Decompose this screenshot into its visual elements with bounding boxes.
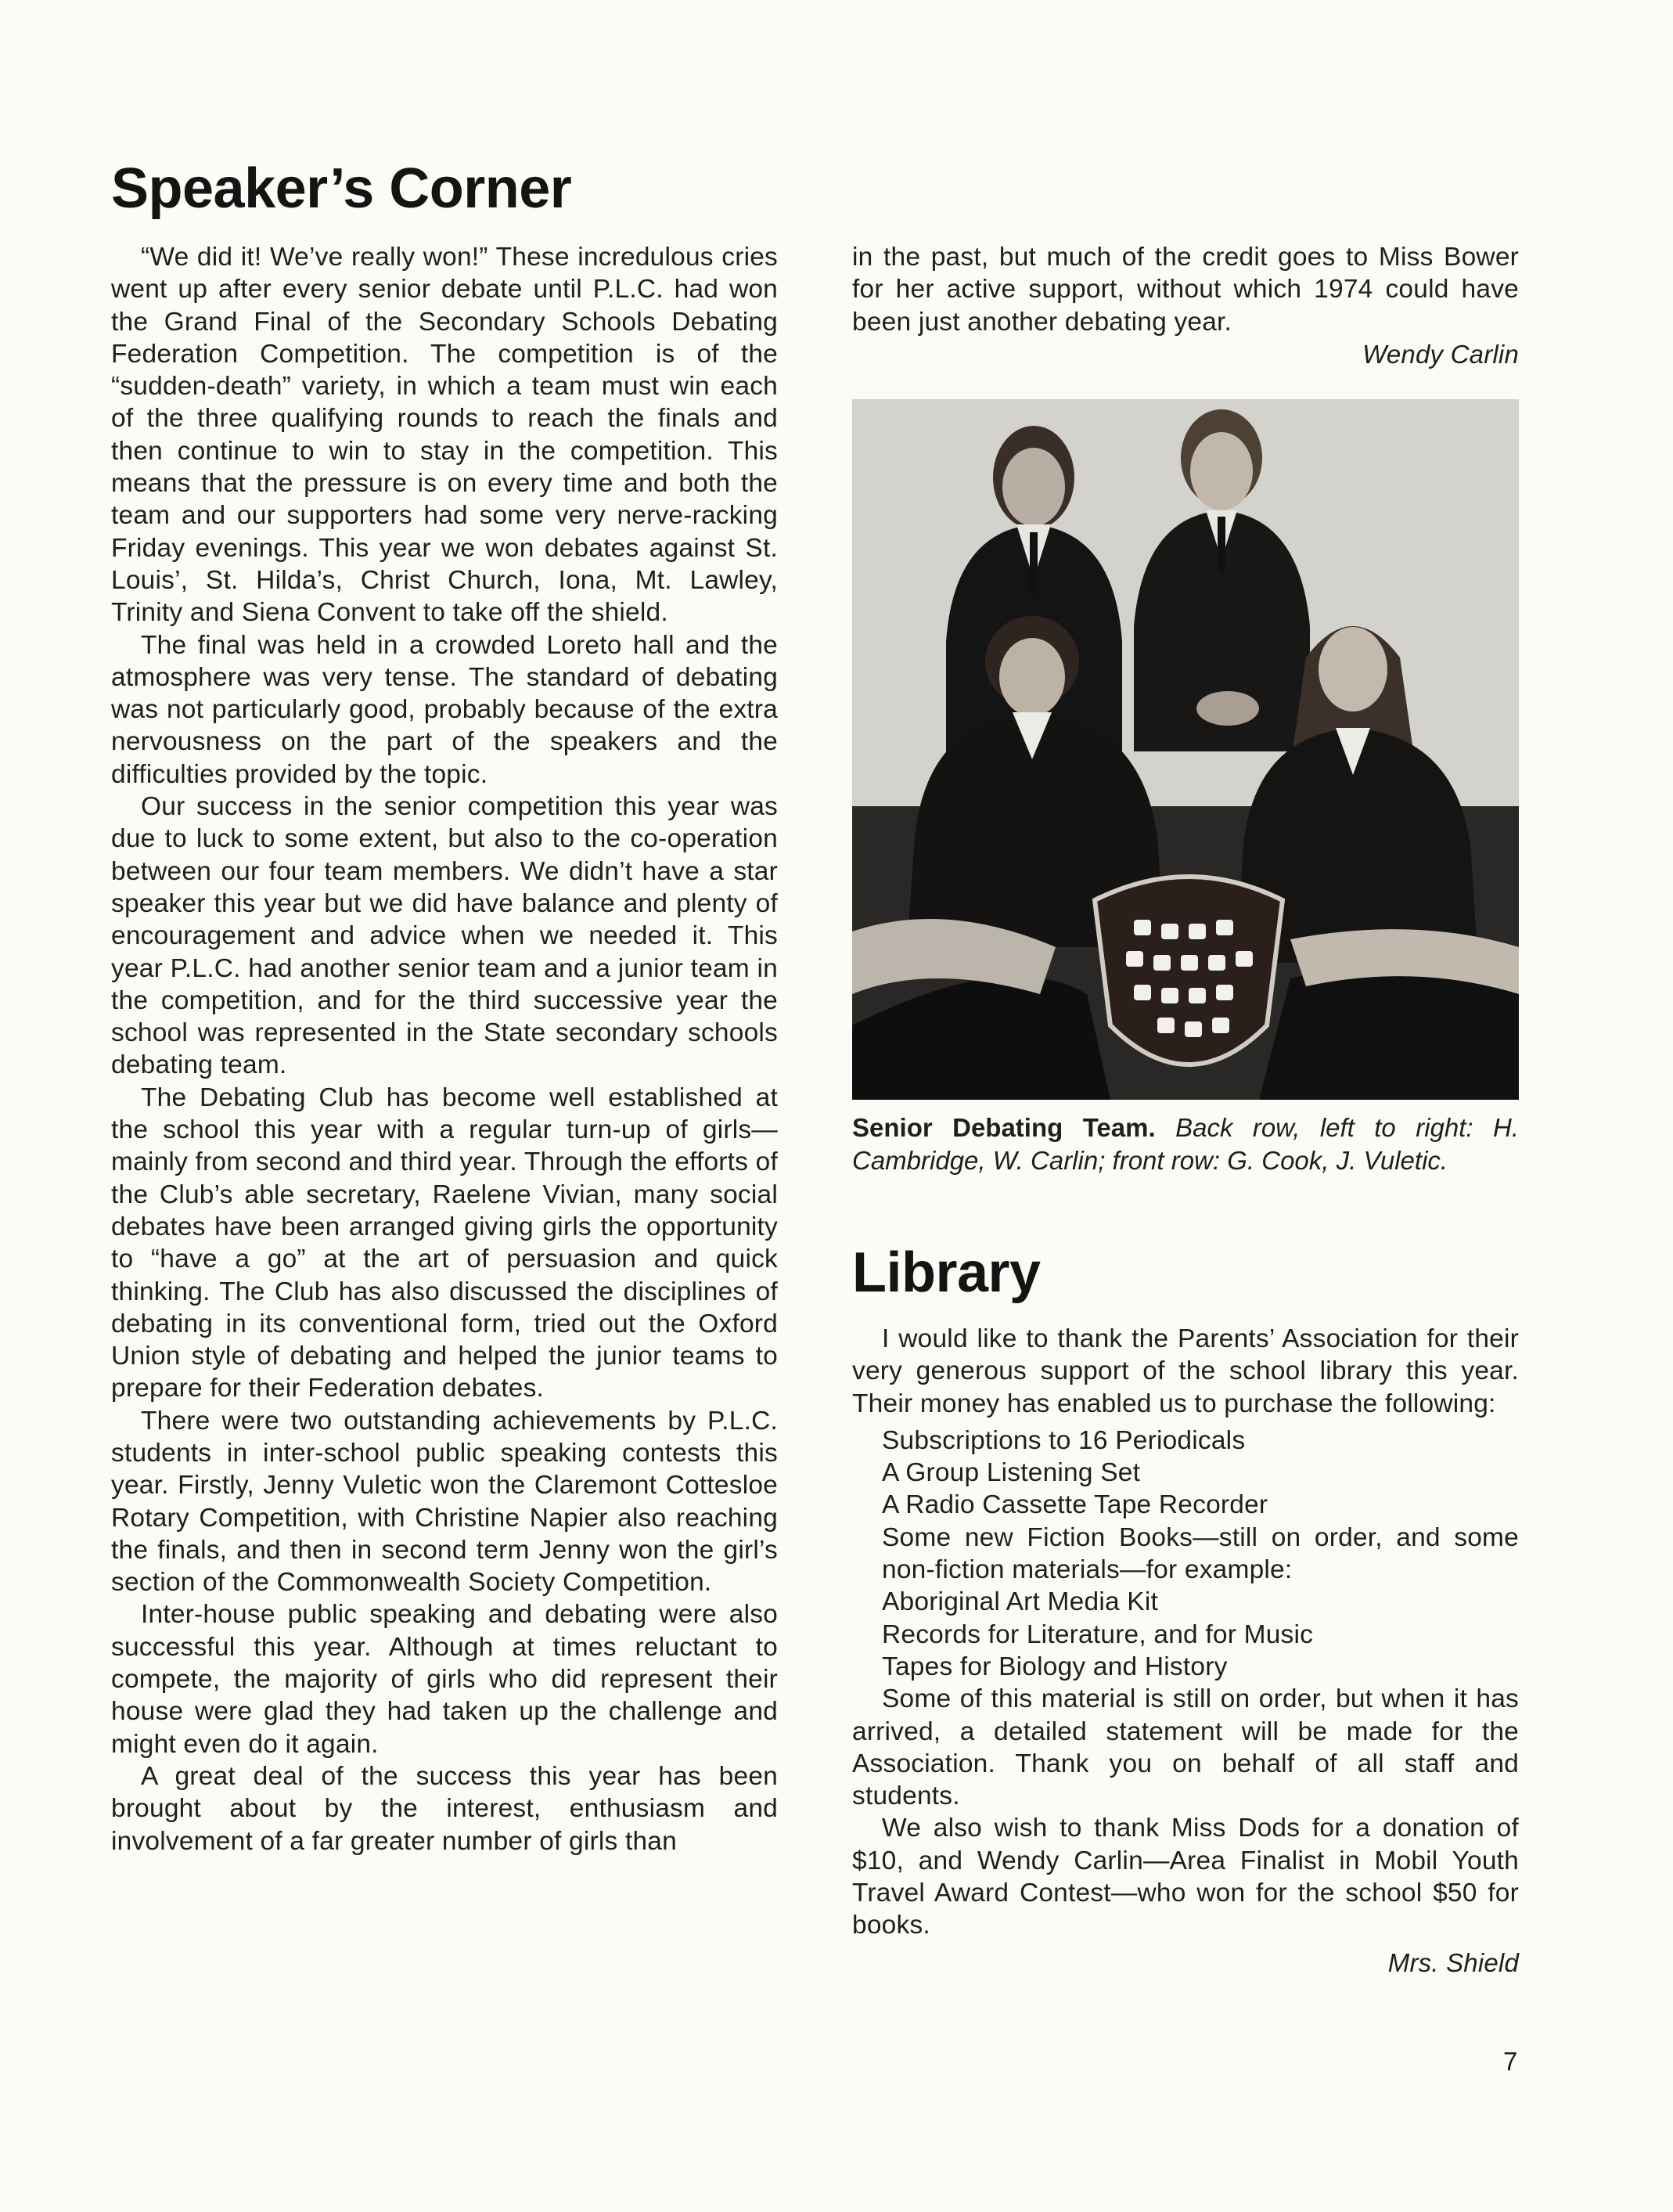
paragraph: in the past, but much of the credit goes to Miss Bower for her active support, without which 1974 could have been just another debating year.: [852, 243, 1519, 337]
paragraph: I would like to thank the Parents’ Association for their very generous support of the school library this year. Their money has enabled us to purchase the following:: [852, 1324, 1519, 1418]
speakers-corner-continuation: [852, 241, 1519, 370]
paragraph: There were two outstanding achievements by P.L.C. students in inter-school public speaking contests this year. Firstly, Jenny Vuletic won the Claremont Cottesloe Rotary Competition, with Christine Napier also reaching the finals, and then in second term Jenny won the girl’s section of the Commonwealth Society Competition.: [111, 1406, 778, 1598]
list-item: Some new Fiction Books—still on order, and some non-fiction materials—for example:: [882, 1522, 1519, 1585]
photo-caption: [852, 1111, 1519, 1177]
page-number: 7: [1503, 2047, 1518, 2076]
paragraph: The Debating Club has become well established at the school this year with a regular turn-up of girls—mainly from second and third year. Through the efforts of the Club’s able secretary, Raelene Vivian, many social debates have been arranged giving girls the opportunity to “have a go” at the art of persuasion and quick thinking. The Club has also discussed the disciplines of debating in its conventional form, tried out the Oxford Union style of debating and helped the junior teams to prepare for their Federation debates.: [111, 1083, 778, 1403]
caption-title: Senior Debating Team.: [852, 1113, 1156, 1142]
library-heading: Library: [852, 1241, 1041, 1304]
debating-team-photo: [852, 399, 1519, 1100]
paragraph: A great deal of the success this year has been brought about by the interest, enthusiasm and involvement of a far greater number of girls than: [111, 1761, 778, 1856]
author-signature: Mrs. Shield: [1387, 1947, 1519, 1977]
list-item: A Group Listening Set: [882, 1458, 1141, 1488]
list-item: Subscriptions to 16 Periodicals: [882, 1425, 1246, 1455]
list-item: Aboriginal Art Media Kit: [882, 1587, 1159, 1617]
list-item: Records for Literature, and for Music: [882, 1619, 1314, 1649]
purchase-list: [852, 1425, 1519, 1683]
paragraph: Some of this material is still on order, but when it has arrived, a detailed statement will be made for the Association. Thank you on behalf of all staff and students.: [852, 1684, 1519, 1811]
speakers-corner-heading: Speaker’s Corner: [111, 157, 572, 220]
paragraph: Inter-house public speaking and debating were also successful this year. Although at times reluctant to compete, the majority of girls who did represent their house were glad they had taken up the challenge and might even do it again.: [111, 1600, 778, 1759]
paragraph: We also wish to thank Miss Dods for a donation of $10, and Wendy Carlin—Area Finalist in Mobil Youth Travel Award Contest—who won for the school $50 for books.: [852, 1814, 1519, 1940]
list-item: Tapes for Biology and History: [882, 1652, 1228, 1681]
paragraph: Our success in the senior competition this year was due to luck to some extent, but also to the co-operation between our four team members. We didn’t have a star speaker this year but we did have balance and plenty of encouragement and advice when we needed it. This year P.L.C. had another senior team and a junior team in the competition, and for the third successive year the school was represented in the State secondary schools debating team.: [111, 792, 778, 1080]
library-body: [852, 1323, 1519, 1979]
author-signature: Wendy Carlin: [1362, 339, 1519, 369]
list-item: A Radio Cassette Tape Recorder: [882, 1490, 1268, 1520]
caption-names: Back row, left to right: H. Cambridge, W. Carlin; front row: G. Cook, J. Vuletic.: [852, 1113, 1520, 1175]
photo-illustration: [852, 399, 1519, 1100]
speakers-corner-body: [111, 241, 778, 1857]
paragraph: The final was held in a crowded Loreto hall and the atmosphere was very tense. The standard of debating was not particularly good, probably because of the extra nervousness on the part of the speakers and the difficulties provided by the topic.: [111, 630, 778, 789]
paragraph: “We did it! We’ve really won!” These incredulous cries went up after every senior debate until P.L.C. had won the Grand Final of the Secondary Schools Debating Federation Competition. The competition is of the “sudden-death” variety, in which a team must win each of the three qualifying rounds to reach the finals and then continue to win to stay in the competition. This means that the pressure is on every time and both the team and our supporters had some very nerve-racking Friday evenings. This year we won debates against St. Louis’, St. Hilda’s, Christ Church, Iona, Mt. Lawley, Trinity and Siena Convent to take off the shield.: [111, 243, 778, 628]
